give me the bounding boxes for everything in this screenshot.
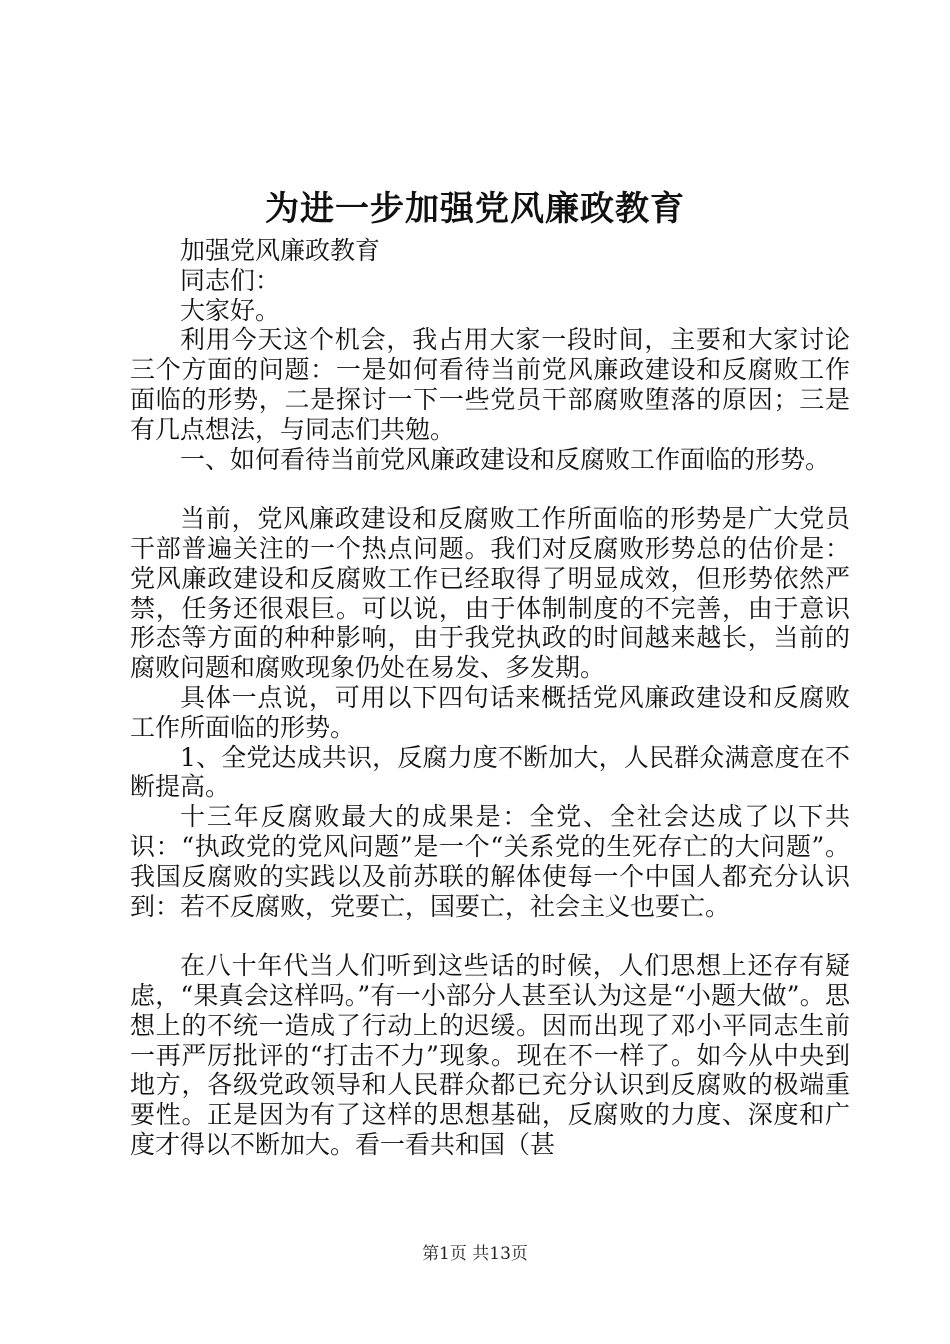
paragraph-eighties: 在八十年代当人们听到这些话的时候，人们思想上还存有疑虑，“果真会这样吗。”有一小部分人甚至认为这是“小题大做”。思想上的不统一造成了行动上的迟缓。因而出现了邓小平同志生前一再严厉批评的“打击不力”现象。现在不一样了。如今从中央到地方，各级党政领导和人民群众都已充分认识到反腐败的极端重要性。正是因为有了这样的思想基础，反腐败的力度、深度和广度才得以不断加大。看一看共和国（甚 <box>130 951 850 1159</box>
paragraph-heading-line: 加强党风廉政教育 <box>180 236 381 265</box>
paragraph-section-heading: 一、如何看待当前党风廉政建设和反腐败工作面临的形势。 <box>180 444 831 474</box>
paragraph-spacer <box>130 474 850 504</box>
paragraph-point-one: 1、全党达成共识，反腐力度不断加大，人民群众满意度在不断提高。 <box>130 742 850 802</box>
page-footer: 第1页 共13页 <box>422 1244 528 1264</box>
paragraph-intro: 利用今天这个机会，我占用大家一段时间，主要和大家讨论三个方面的问题：一是如何看待当前党风廉政建设和反腐败工作面临的形势，二是探讨一下一些党员干部腐败堕落的原因；三是有几点想法，与同志们共勉。 <box>130 325 850 444</box>
paragraph-achievement: 十三年反腐败最大的成果是：全党、全社会达成了以下共识：“执政党的党风问题”是一个“关系党的生死存亡的大问题”。我国反腐败的实践以及前苏联的解体使每一个中国人都充分认识到：若不反腐败，党要亡，国要亡，社会主义也要亡。 <box>130 802 850 921</box>
paragraph-spacer <box>130 921 850 951</box>
paragraph-salutation: 同志们： <box>180 265 281 295</box>
paragraph-situation: 当前，党风廉政建设和反腐败工作所面临的形势是广大党员干部普遍关注的一个热点问题。我们对反腐败形势总的估价是：党风廉政建设和反腐败工作已经取得了明显成效，但形势依然严禁，任务还很艰巨。可以说，由于体制制度的不完善，由于意识形态等方面的种种影响，由于我党执政的时间越来越长，当前的腐败问题和腐败现象仍处在易发、多发期。 <box>130 504 850 683</box>
paragraph-summary: 具体一点说，可用以下四句话来概括党风廉政建设和反腐败工作所面临的形势。 <box>130 682 850 742</box>
document-title: 为进一步加强党风廉政教育 <box>265 189 685 229</box>
paragraph-greeting: 大家好。 <box>180 295 281 325</box>
document-body <box>130 236 850 1160</box>
